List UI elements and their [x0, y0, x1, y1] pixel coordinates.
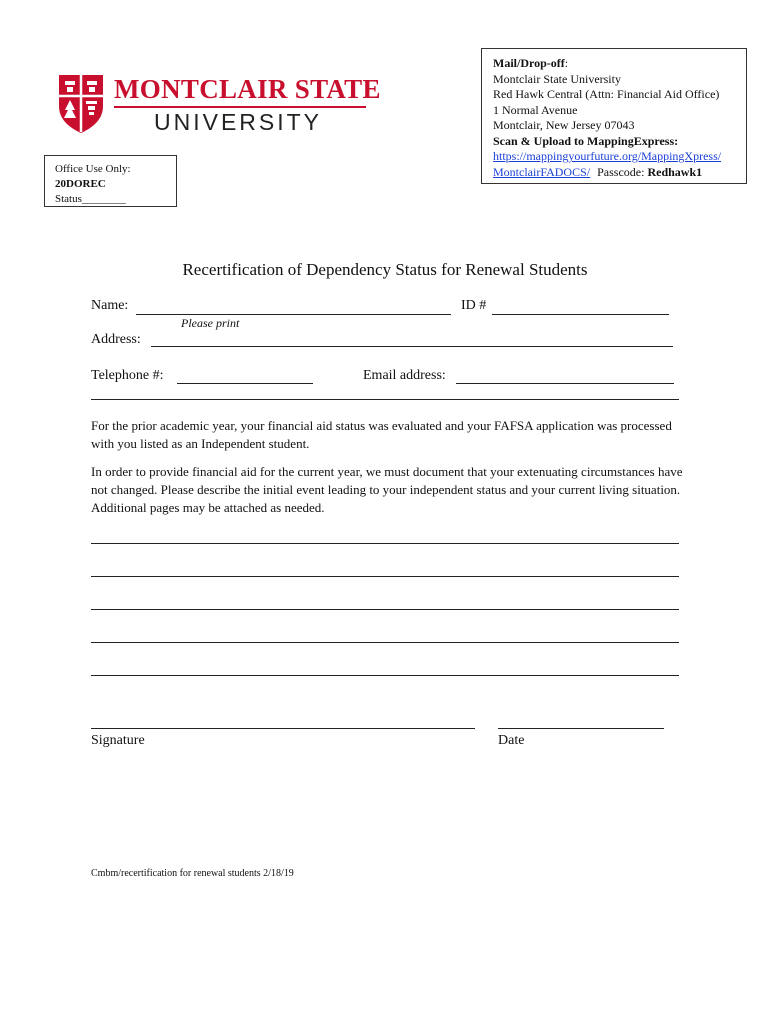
description-line[interactable]	[91, 576, 679, 577]
telephone-label: Telephone #:	[91, 368, 164, 383]
name-hint: Please print	[181, 316, 240, 330]
signature-label: Signature	[91, 733, 145, 748]
description-line[interactable]	[91, 675, 679, 676]
logo-text-montclair-state: MONTCLAIR STATE	[114, 74, 381, 104]
mail-line-city: Montclair, New Jersey 07043	[493, 118, 635, 132]
shield-emblem-icon	[56, 72, 106, 134]
mail-line-office: Red Hawk Central (Attn: Financial Aid Office)	[493, 87, 720, 101]
date-label: Date	[498, 733, 525, 748]
passcode-value: Redhawk1	[647, 164, 703, 179]
date-field[interactable]	[498, 728, 664, 729]
form-title: Recertification of Dependency Status for Renewal Students	[182, 260, 588, 279]
signature-field[interactable]	[91, 728, 475, 729]
id-label: ID #	[461, 298, 487, 313]
office-use-box	[44, 155, 177, 207]
name-label: Name:	[91, 298, 129, 313]
description-line[interactable]	[91, 543, 679, 544]
mail-line-street: 1 Normal Avenue	[493, 102, 578, 117]
office-use-code: 20DOREC	[55, 178, 106, 190]
passcode-label: Passcode:	[597, 164, 645, 179]
address-label: Address:	[91, 332, 141, 347]
address-field[interactable]	[151, 346, 673, 347]
mail-line-university: Montclair State University	[493, 71, 621, 86]
name-field[interactable]	[136, 314, 451, 315]
upload-heading: Scan & Upload to MappingExpress:	[493, 133, 679, 148]
logo-text-university: UNIVERSITY	[154, 109, 323, 135]
university-logo	[56, 72, 381, 135]
upload-url-link[interactable]: https://mappingyourfuture.org/MappingXpress/	[493, 149, 722, 163]
paragraph-prior-year: For the prior academic year, your financial aid status was evaluated and your FAFSA application was processed with you listed as an Independent student.	[91, 418, 672, 451]
id-field[interactable]	[492, 314, 669, 315]
description-line[interactable]	[91, 609, 679, 610]
office-use-title: Office Use Only:	[55, 163, 131, 175]
office-use-status: Status________	[55, 193, 126, 205]
telephone-field[interactable]	[177, 383, 313, 384]
email-field-continued[interactable]	[91, 399, 679, 400]
mail-heading: Mail/Drop-off:	[493, 56, 569, 70]
footer-note: Cmbm/recertification for renewal students 2/18/19	[91, 868, 294, 879]
mail-dropoff-box	[481, 48, 747, 184]
logo-divider	[114, 106, 366, 108]
email-field[interactable]	[456, 383, 674, 384]
email-label: Email address:	[363, 368, 446, 383]
upload-url-link-continued[interactable]: MontclairFADOCS/	[493, 164, 591, 179]
description-line[interactable]	[91, 642, 679, 643]
paragraph-instructions: In order to provide financial aid for the current year, we must document that your extenuating circumstances have not changed. Please describe the initial event leading to your independent status and your current living situation. Additional pages may be attached as needed.	[91, 464, 683, 515]
